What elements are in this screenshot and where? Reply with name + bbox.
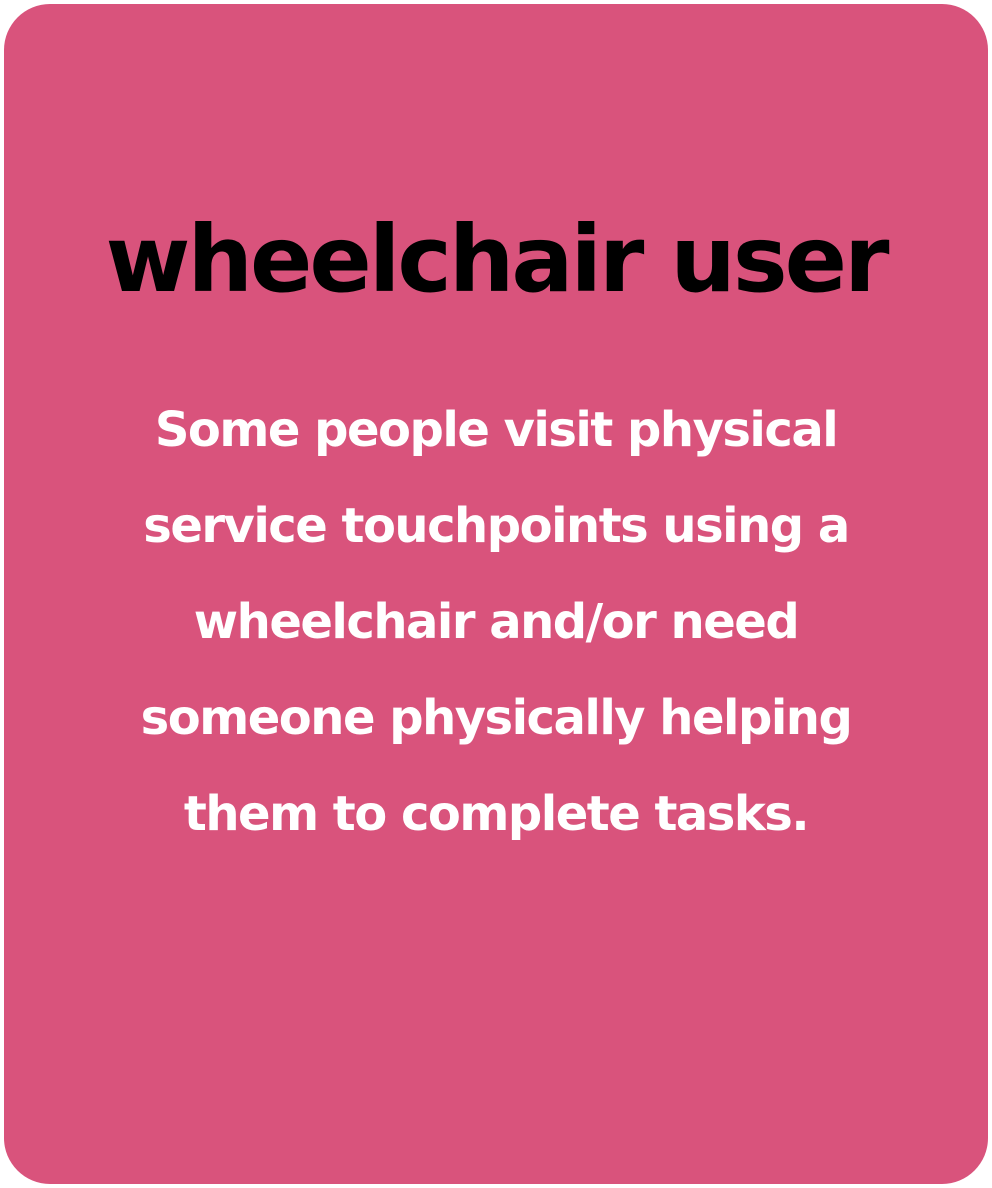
- description-line: service touchpoints using a: [143, 498, 849, 554]
- description-line: someone physically helping: [140, 690, 852, 746]
- description-line: wheelchair and/or need: [193, 594, 799, 650]
- card-description: [64, 382, 928, 862]
- description-line: Some people visit physical: [154, 402, 838, 458]
- persona-card: [4, 4, 988, 1184]
- description-line: them to complete tasks.: [183, 786, 809, 842]
- card-title: wheelchair user: [105, 206, 887, 313]
